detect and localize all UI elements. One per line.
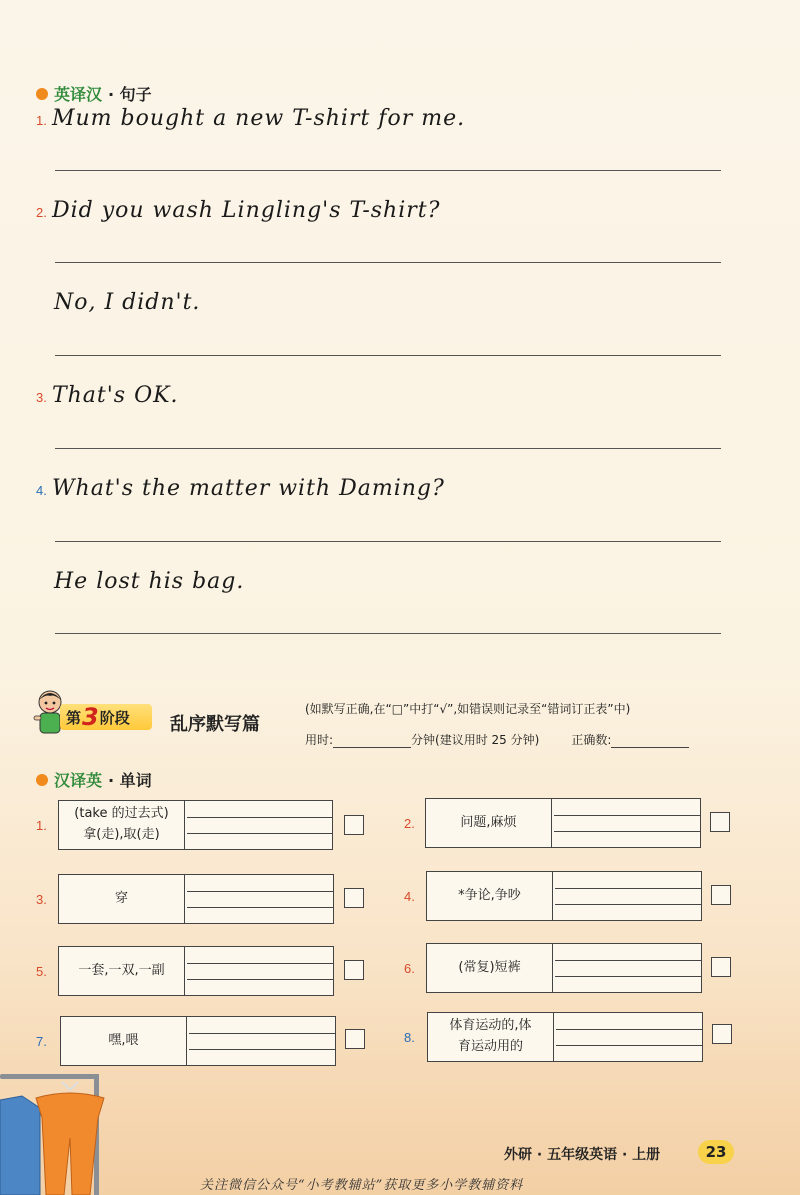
checkbox[interactable] bbox=[344, 960, 364, 980]
page-number: 23 bbox=[698, 1140, 734, 1164]
sentence-number: 2. bbox=[36, 205, 47, 220]
sentence-number: 3. bbox=[36, 390, 47, 405]
answer-line[interactable] bbox=[55, 262, 721, 263]
word-item-6 bbox=[426, 943, 702, 993]
word-number: 1. bbox=[36, 818, 47, 833]
word-prompt: (常复)短裤 bbox=[427, 944, 553, 992]
writing-line[interactable] bbox=[187, 979, 333, 980]
section-header-english-to-chinese bbox=[36, 82, 152, 105]
writing-line[interactable] bbox=[187, 963, 333, 964]
stage-instruction: (如默写正确,在“□”中打“√”,如错误则记录至“错词订正表”中) bbox=[305, 702, 631, 716]
writing-line[interactable] bbox=[189, 1033, 335, 1034]
writing-line[interactable] bbox=[187, 907, 333, 908]
sentence-text: That's OK. bbox=[51, 383, 179, 408]
sentence-text: Mum bought a new T-shirt for me. bbox=[51, 106, 466, 131]
writing-line[interactable] bbox=[555, 960, 701, 961]
section-header-chinese-to-english bbox=[36, 768, 152, 791]
word-item-4 bbox=[426, 871, 702, 921]
book-title: 外研 · 五年级英语 · 上册 bbox=[504, 1147, 661, 1163]
section-title: 英译汉 bbox=[54, 85, 103, 104]
sentence-row-4 bbox=[36, 476, 445, 501]
writing-line[interactable] bbox=[187, 817, 332, 818]
word-prompt: 一套,一双,一副 bbox=[59, 947, 185, 995]
writing-line[interactable] bbox=[189, 1049, 335, 1050]
answer-line[interactable] bbox=[55, 633, 721, 634]
writing-line[interactable] bbox=[187, 833, 332, 834]
word-number: 7. bbox=[36, 1034, 47, 1049]
sentence-text: Did you wash Lingling's T-shirt? bbox=[51, 198, 441, 223]
answer-line[interactable] bbox=[55, 448, 721, 449]
word-prompt bbox=[428, 1013, 554, 1061]
word-number: 5. bbox=[36, 964, 47, 979]
stage-badge bbox=[32, 688, 154, 740]
watermark-text: 关注微信公众号“小考教辅站”获取更多小学教辅资料 bbox=[200, 1178, 524, 1193]
answer-line[interactable] bbox=[55, 170, 721, 171]
checkbox[interactable] bbox=[344, 888, 364, 908]
bullet-dot-icon bbox=[36, 774, 48, 786]
stage-number: 3 bbox=[82, 703, 99, 731]
bullet-dot-icon bbox=[36, 88, 48, 100]
word-prompt-line2: 拿(走),取(走) bbox=[83, 827, 160, 842]
word-item-2 bbox=[425, 798, 701, 848]
sentence-number: 1. bbox=[36, 113, 47, 128]
word-prompt: 问题,麻烦 bbox=[426, 799, 552, 847]
writing-line[interactable] bbox=[556, 1045, 702, 1046]
writing-line[interactable] bbox=[187, 891, 333, 892]
correct-count-label: 正确数: bbox=[571, 733, 612, 747]
writing-line[interactable] bbox=[555, 888, 701, 889]
word-item-8 bbox=[427, 1012, 703, 1062]
stage-suffix: 阶段 bbox=[99, 708, 130, 727]
word-item-1 bbox=[58, 800, 333, 850]
sentence-row-3 bbox=[36, 383, 179, 408]
word-number: 8. bbox=[404, 1030, 415, 1045]
word-prompt: 穿 bbox=[59, 875, 185, 923]
clothes-rack-illustration bbox=[0, 1068, 130, 1195]
word-number: 4. bbox=[404, 889, 415, 904]
checkbox[interactable] bbox=[711, 957, 731, 977]
checkbox[interactable] bbox=[710, 812, 730, 832]
writing-line[interactable] bbox=[555, 904, 701, 905]
time-unit: 分钟(建议用时 25 分钟) bbox=[411, 733, 540, 747]
word-item-5 bbox=[58, 946, 334, 996]
sentence-text: He lost his bag. bbox=[54, 569, 245, 594]
word-prompt: 嘿,喂 bbox=[61, 1017, 187, 1065]
word-prompt-line1: 体育运动的,体 bbox=[449, 1018, 532, 1034]
stage-label bbox=[60, 704, 152, 730]
writing-line[interactable] bbox=[555, 976, 701, 977]
writing-line[interactable] bbox=[556, 1029, 702, 1030]
checkbox[interactable] bbox=[712, 1024, 732, 1044]
sentence-row-2b bbox=[54, 290, 200, 315]
section-subtitle: · 单词 bbox=[108, 771, 152, 790]
word-number: 6. bbox=[404, 961, 415, 976]
word-number: 3. bbox=[36, 892, 47, 907]
word-prompt-line1: (take 的过去式) bbox=[74, 806, 169, 822]
sentence-text: No, I didn't. bbox=[54, 290, 201, 315]
word-item-3 bbox=[58, 874, 334, 924]
sentence-row-2 bbox=[36, 198, 440, 223]
checkbox[interactable] bbox=[711, 885, 731, 905]
word-prompt bbox=[59, 801, 185, 849]
time-label: 用时: bbox=[305, 733, 334, 747]
section-subtitle: · 句子 bbox=[108, 85, 152, 104]
stage-prefix: 第 bbox=[66, 708, 82, 727]
time-blank[interactable] bbox=[333, 747, 411, 748]
writing-line[interactable] bbox=[554, 815, 700, 816]
sentence-number: 4. bbox=[36, 483, 47, 498]
sentence-row-4b bbox=[54, 569, 244, 594]
stage-name: 乱序默写篇 bbox=[170, 714, 260, 735]
sentence-row-1 bbox=[36, 106, 465, 131]
section-title: 汉译英 bbox=[54, 771, 103, 790]
checkbox[interactable] bbox=[344, 815, 364, 835]
correct-count-blank[interactable] bbox=[611, 747, 689, 748]
word-prompt: *争论,争吵 bbox=[427, 872, 553, 920]
writing-line[interactable] bbox=[554, 831, 700, 832]
checkbox[interactable] bbox=[345, 1029, 365, 1049]
word-prompt-line2: 育运动用的 bbox=[457, 1039, 523, 1054]
answer-line[interactable] bbox=[55, 355, 721, 356]
word-item-7 bbox=[60, 1016, 336, 1066]
time-row bbox=[305, 731, 689, 748]
answer-line[interactable] bbox=[55, 541, 721, 542]
sentence-text: What's the matter with Daming? bbox=[51, 476, 445, 501]
word-number: 2. bbox=[404, 816, 415, 831]
